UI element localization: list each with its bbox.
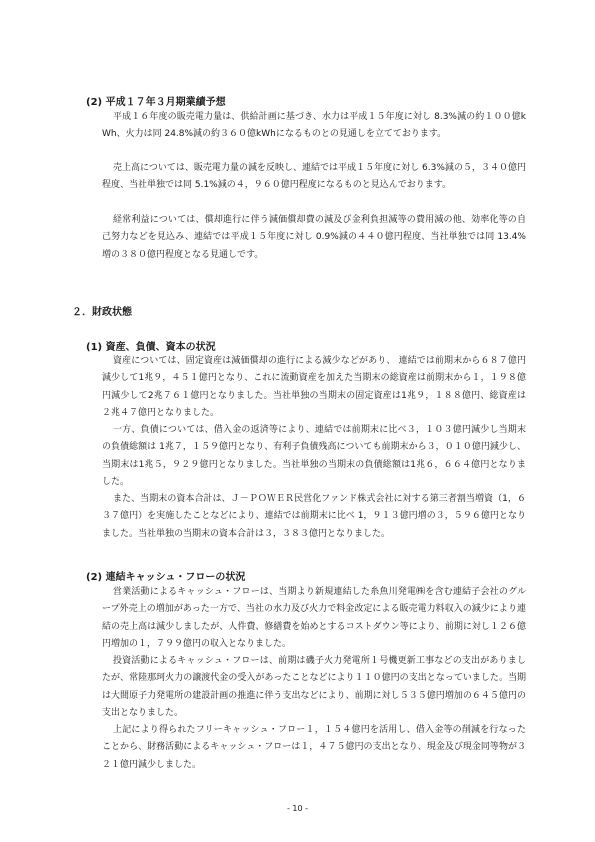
paragraph-assets: 資産については、固定資産は減価償却の進行による減少などがあり、 連結では前期末から６８７億円減少して1兆９，４５１億円となり、これに流動資産を加えた当期末の総資産は前期末から１，１９８億円減少して2兆７６１億円となりました。当社単独の当期末の固定資産は1兆９，１８８億円、総資産は２兆４７億円となりました。: [102, 356, 526, 418]
section-heading-assets-liabilities: (1) 資産、負債、資本の状況: [86, 342, 216, 353]
section-heading-earnings-forecast: (2) 平成１７年３月期業績予想: [86, 97, 226, 108]
paragraph-sales-volume: 平成１６年度の販売電力量は、供給計画に基づき、水力は平成１５年度に対し 8.3%減の約１００億kWh、火力は同 24.8%減の約３６０億kWhになるものとの見通しを立てております。: [102, 112, 526, 140]
paragraph-liabilities: 一方、負債については、借入金の返済等により、連結では前期末に比べ３，１０３億円減少し当期末の負債総額は 1兆７，１５９億円となり、有利子負債残高についても前期末から３，０１０億円減少し、当期末は1兆５，９２９億円となりました。当社単独の当期末の負債総額は1兆６，６６４億円となりました。: [102, 425, 526, 487]
paragraph-operating-cash-flow: 営業活動によるキャッシュ・フローは、当期より新規連結した糸魚川発電㈱を含む連結子会社のグループ外売上の増加があった一方で、当社の水力及び火力で料金改定による販売電力料収入の減少により連結の売上高は減少しましたが、人件費、修繕費を始めとするコストダウン等により、前期に対し１２６億円増加の１，７９９億円の収入となりました。: [102, 587, 526, 649]
paragraph-equity: また、当期末の資本合計は、Ｊ－ＰＯＷＥＲ民営化ファンド株式会社に対する第三者割当増資（1，６３７億円）を実施したことなどにより、連結では前期末に比べ 1，９１３億円増の３，５９６億円となりました。当社単独の当期末の資本合計は３，３８３億円となりました。: [102, 494, 526, 539]
section-heading-cash-flow: (2) 連結キャッシュ・フローの状況: [86, 572, 246, 583]
section-heading-financial-position: ２．財政状態: [72, 307, 132, 318]
paragraph-investing-cash-flow: 投資活動によるキャッシュ・フローは、前期は磯子火力発電所１号機更新工事などの支出がありましたが、常陸那珂火力の譲渡代金の受入があったことなどにより１１０億円の支出となっていました。当期は大間原子力発電所の建設計画の推進に伴う支出などにより、前期に対し５３５億円増加の６４５億円の支出となりました。: [102, 656, 526, 718]
paragraph-financing-cash-flow: 上記により得られたフリーキャッシュ・フロー１，１５４億円を活用し、借入金等の削減を行なったことから、財務活動によるキャッシュ・フローは１，４７５億円の支出となり、現金及び現金同等物が３２１億円減少しました。: [102, 725, 526, 770]
page-number: - 10 -: [286, 804, 309, 813]
paragraph-ordinary-income: 経常利益については、償却進行に伴う減価償却費の減及び金利負担減等の費用減の他、効率化等の自己努力などを見込み、連結では平成１５年度に対し 0.9%減の４４０億円程度、当社単独では同 13.4%増の３８０億円程度となる見通しです。: [102, 215, 526, 260]
paragraph-revenue-forecast: 売上高については、販売電力量の減を反映し、連結では平成１５年度に対し 6.3%減の５，３４０億円程度、当社単独では同 5.1%減の４，９６０億円程度になるものと見込んでおります。: [102, 163, 526, 191]
